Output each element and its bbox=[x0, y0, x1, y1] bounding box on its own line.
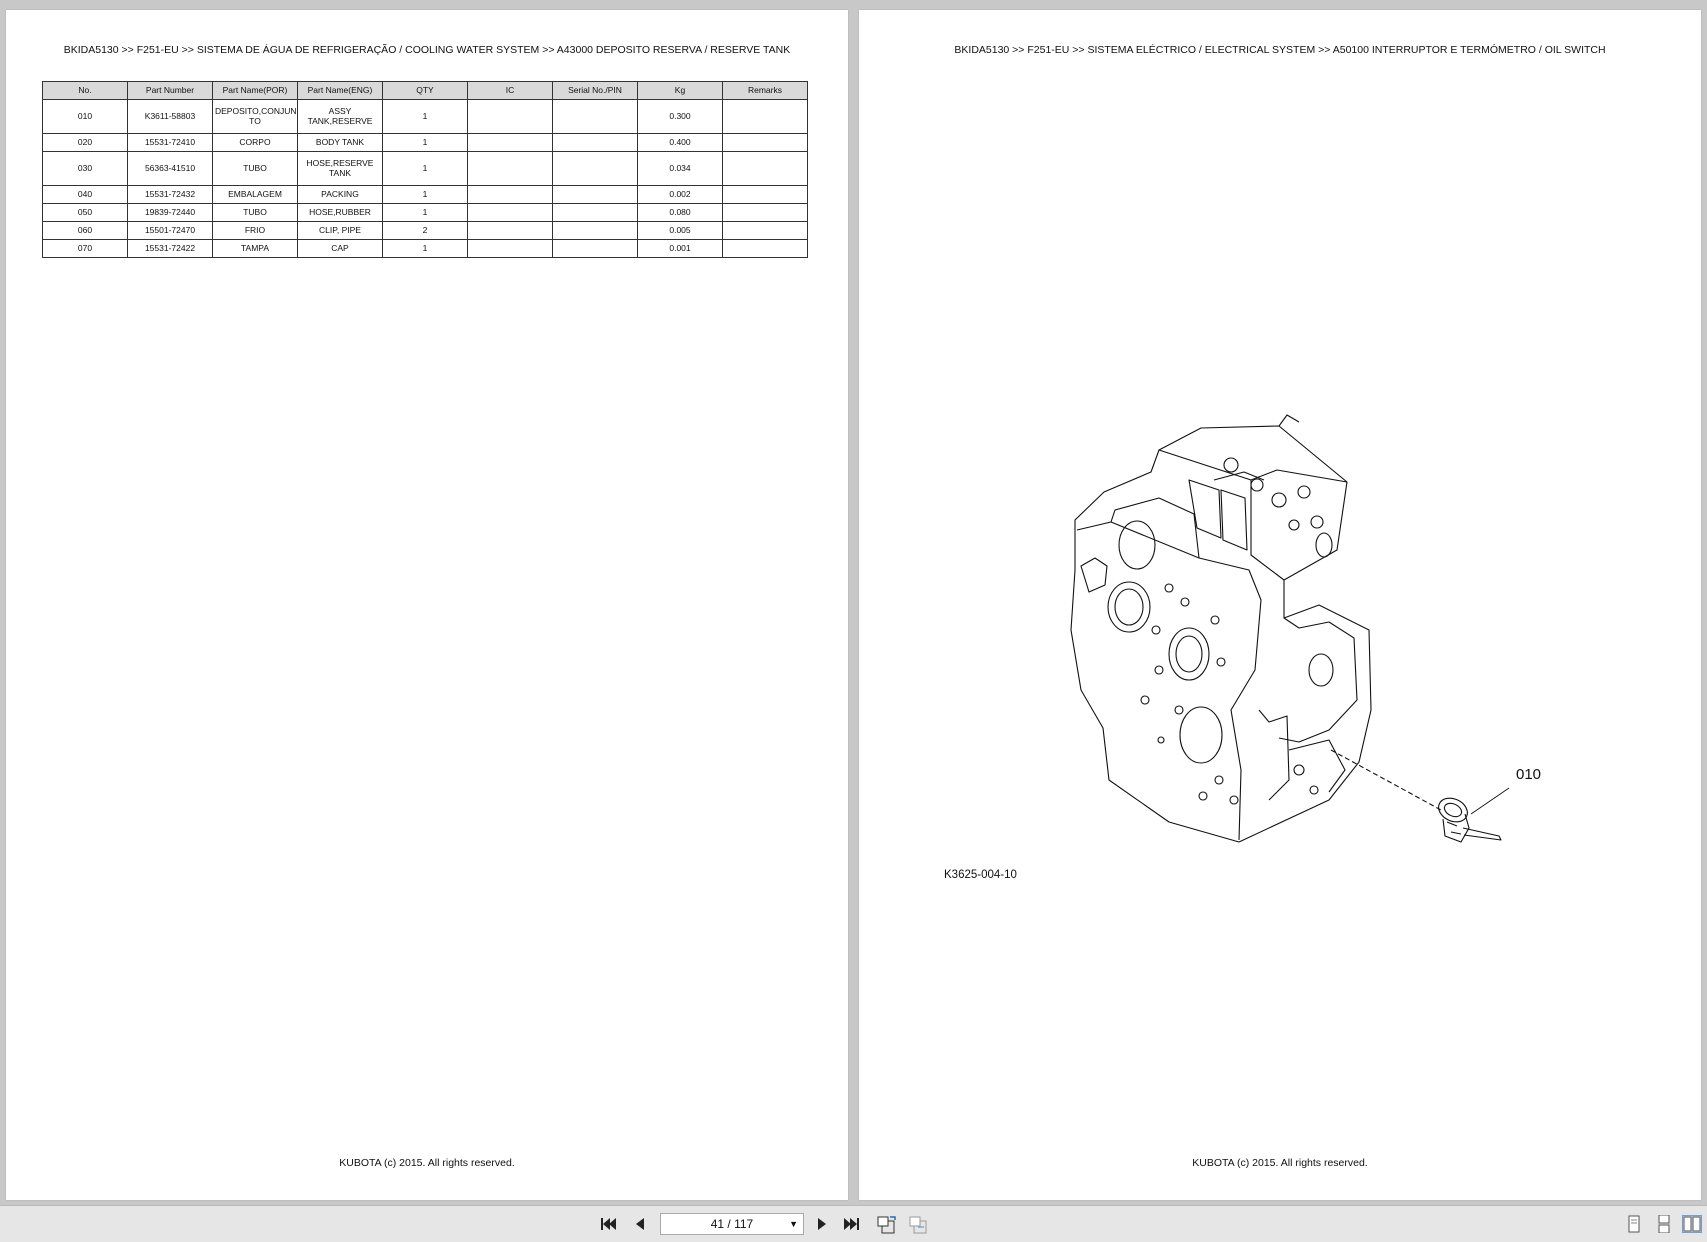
cell-ic bbox=[468, 222, 553, 240]
table-header-row bbox=[43, 82, 808, 100]
column-header: Kg bbox=[638, 82, 723, 100]
cell-part-number: 15531-72410 bbox=[128, 134, 213, 152]
cell-no: 030 bbox=[43, 152, 128, 186]
cell-name-eng: CLIP, PIPE bbox=[298, 222, 383, 240]
cell-name-por: TUBO bbox=[213, 152, 298, 186]
cell-kg: 0.005 bbox=[638, 222, 723, 240]
cell-ic bbox=[468, 186, 553, 204]
cell-serial bbox=[553, 134, 638, 152]
column-header: Serial No./PIN bbox=[553, 82, 638, 100]
cell-part-number: 56363-41510 bbox=[128, 152, 213, 186]
cell-no: 010 bbox=[43, 100, 128, 134]
cell-serial bbox=[553, 222, 638, 240]
cell-remarks bbox=[723, 152, 808, 186]
previous-page-icon[interactable] bbox=[630, 1215, 650, 1233]
cell-no: 050 bbox=[43, 204, 128, 222]
table-row bbox=[43, 100, 808, 134]
cell-name-por: FRIO bbox=[213, 222, 298, 240]
column-header: Part Number bbox=[128, 82, 213, 100]
cell-name-por: TUBO bbox=[213, 204, 298, 222]
table-row bbox=[43, 134, 808, 152]
column-header: Part Name(ENG) bbox=[298, 82, 383, 100]
cell-ic bbox=[468, 134, 553, 152]
cell-remarks bbox=[723, 186, 808, 204]
page-number-selector[interactable] bbox=[660, 1213, 804, 1235]
cell-no: 060 bbox=[43, 222, 128, 240]
cell-qty: 1 bbox=[383, 152, 468, 186]
table-row bbox=[43, 152, 808, 186]
cell-remarks bbox=[723, 240, 808, 258]
cell-remarks bbox=[723, 222, 808, 240]
cell-qty: 1 bbox=[383, 134, 468, 152]
column-header: No. bbox=[43, 82, 128, 100]
cell-kg: 0.034 bbox=[638, 152, 723, 186]
column-header: Part Name(POR) bbox=[213, 82, 298, 100]
cell-name-por: EMBALAGEM bbox=[213, 186, 298, 204]
cell-serial bbox=[553, 240, 638, 258]
parts-table bbox=[42, 81, 808, 258]
cell-name-por: TAMPA bbox=[213, 240, 298, 258]
continuous-view-icon[interactable] bbox=[1654, 1215, 1674, 1233]
cell-name-eng: HOSE,RESERVE TANK bbox=[298, 152, 383, 186]
page-indicator: 41 / 117 bbox=[710, 1217, 754, 1231]
engine-block-diagram bbox=[859, 10, 1701, 1200]
left-document-page bbox=[6, 10, 848, 1200]
cell-serial bbox=[553, 152, 638, 186]
table-row bbox=[43, 186, 808, 204]
viewer-toolbar bbox=[0, 1205, 1707, 1242]
cell-kg: 0.300 bbox=[638, 100, 723, 134]
export-icon[interactable] bbox=[908, 1215, 928, 1233]
page-breadcrumb: BKIDA5130 >> F251-EU >> SISTEMA ELÉCTRICO / ELECTRICAL SYSTEM >> A50100 INTERRUPTOR E TERMÓMETRO / OIL SWITCH bbox=[954, 44, 1606, 56]
cell-qty: 2 bbox=[383, 222, 468, 240]
cell-qty: 1 bbox=[383, 204, 468, 222]
cell-name-por: CORPO bbox=[213, 134, 298, 152]
cell-part-number: 15531-72432 bbox=[128, 186, 213, 204]
cell-part-number: 15501-72470 bbox=[128, 222, 213, 240]
column-header: Remarks bbox=[723, 82, 808, 100]
table-row bbox=[43, 222, 808, 240]
cell-kg: 0.400 bbox=[638, 134, 723, 152]
cell-no: 040 bbox=[43, 186, 128, 204]
table-row bbox=[43, 240, 808, 258]
cell-ic bbox=[468, 100, 553, 134]
cell-serial bbox=[553, 100, 638, 134]
next-page-icon[interactable] bbox=[812, 1215, 832, 1233]
cell-part-number: 19839-72440 bbox=[128, 204, 213, 222]
cell-no: 020 bbox=[43, 134, 128, 152]
cell-name-eng: PACKING bbox=[298, 186, 383, 204]
cell-kg: 0.001 bbox=[638, 240, 723, 258]
cell-kg: 0.002 bbox=[638, 186, 723, 204]
first-page-icon[interactable] bbox=[598, 1215, 618, 1233]
cell-ic bbox=[468, 152, 553, 186]
cell-ic bbox=[468, 240, 553, 258]
cell-qty: 1 bbox=[383, 100, 468, 134]
two-page-view-icon[interactable] bbox=[1682, 1215, 1702, 1233]
cell-qty: 1 bbox=[383, 240, 468, 258]
right-document-page bbox=[859, 10, 1701, 1200]
cell-ic bbox=[468, 204, 553, 222]
cell-qty: 1 bbox=[383, 186, 468, 204]
cell-name-por: DEPOSITO,CONJUN TO bbox=[213, 100, 298, 134]
copyright-footer: KUBOTA (c) 2015. All rights reserved. bbox=[339, 1157, 515, 1169]
copyright-footer: KUBOTA (c) 2015. All rights reserved. bbox=[1192, 1157, 1368, 1169]
cell-no: 070 bbox=[43, 240, 128, 258]
chevron-down-icon: ▼ bbox=[789, 1219, 798, 1229]
cell-name-eng: ASSY TANK,RESERVE bbox=[298, 100, 383, 134]
column-header: QTY bbox=[383, 82, 468, 100]
cell-remarks bbox=[723, 204, 808, 222]
rotate-icon[interactable] bbox=[876, 1215, 896, 1233]
cell-serial bbox=[553, 186, 638, 204]
page-breadcrumb: BKIDA5130 >> F251-EU >> SISTEMA DE ÁGUA DE REFRIGERAÇÃO / COOLING WATER SYSTEM >> A43000 DEPOSITO RESERVA / RESERVE TANK bbox=[63, 44, 791, 56]
oil-switch-part bbox=[1435, 794, 1501, 842]
cell-remarks bbox=[723, 134, 808, 152]
single-page-view-icon[interactable] bbox=[1624, 1215, 1644, 1233]
cell-part-number: K3611-58803 bbox=[128, 100, 213, 134]
part-callout-label: 010 bbox=[1516, 766, 1542, 783]
figure-code: K3625-004-10 bbox=[944, 869, 1017, 881]
table-row bbox=[43, 204, 808, 222]
cell-remarks bbox=[723, 100, 808, 134]
cell-kg: 0.080 bbox=[638, 204, 723, 222]
cell-serial bbox=[553, 204, 638, 222]
last-page-icon[interactable] bbox=[842, 1215, 862, 1233]
cell-name-eng: HOSE,RUBBER bbox=[298, 204, 383, 222]
column-header: IC bbox=[468, 82, 553, 100]
cell-name-eng: CAP bbox=[298, 240, 383, 258]
cell-part-number: 15531-72422 bbox=[128, 240, 213, 258]
cell-name-eng: BODY TANK bbox=[298, 134, 383, 152]
